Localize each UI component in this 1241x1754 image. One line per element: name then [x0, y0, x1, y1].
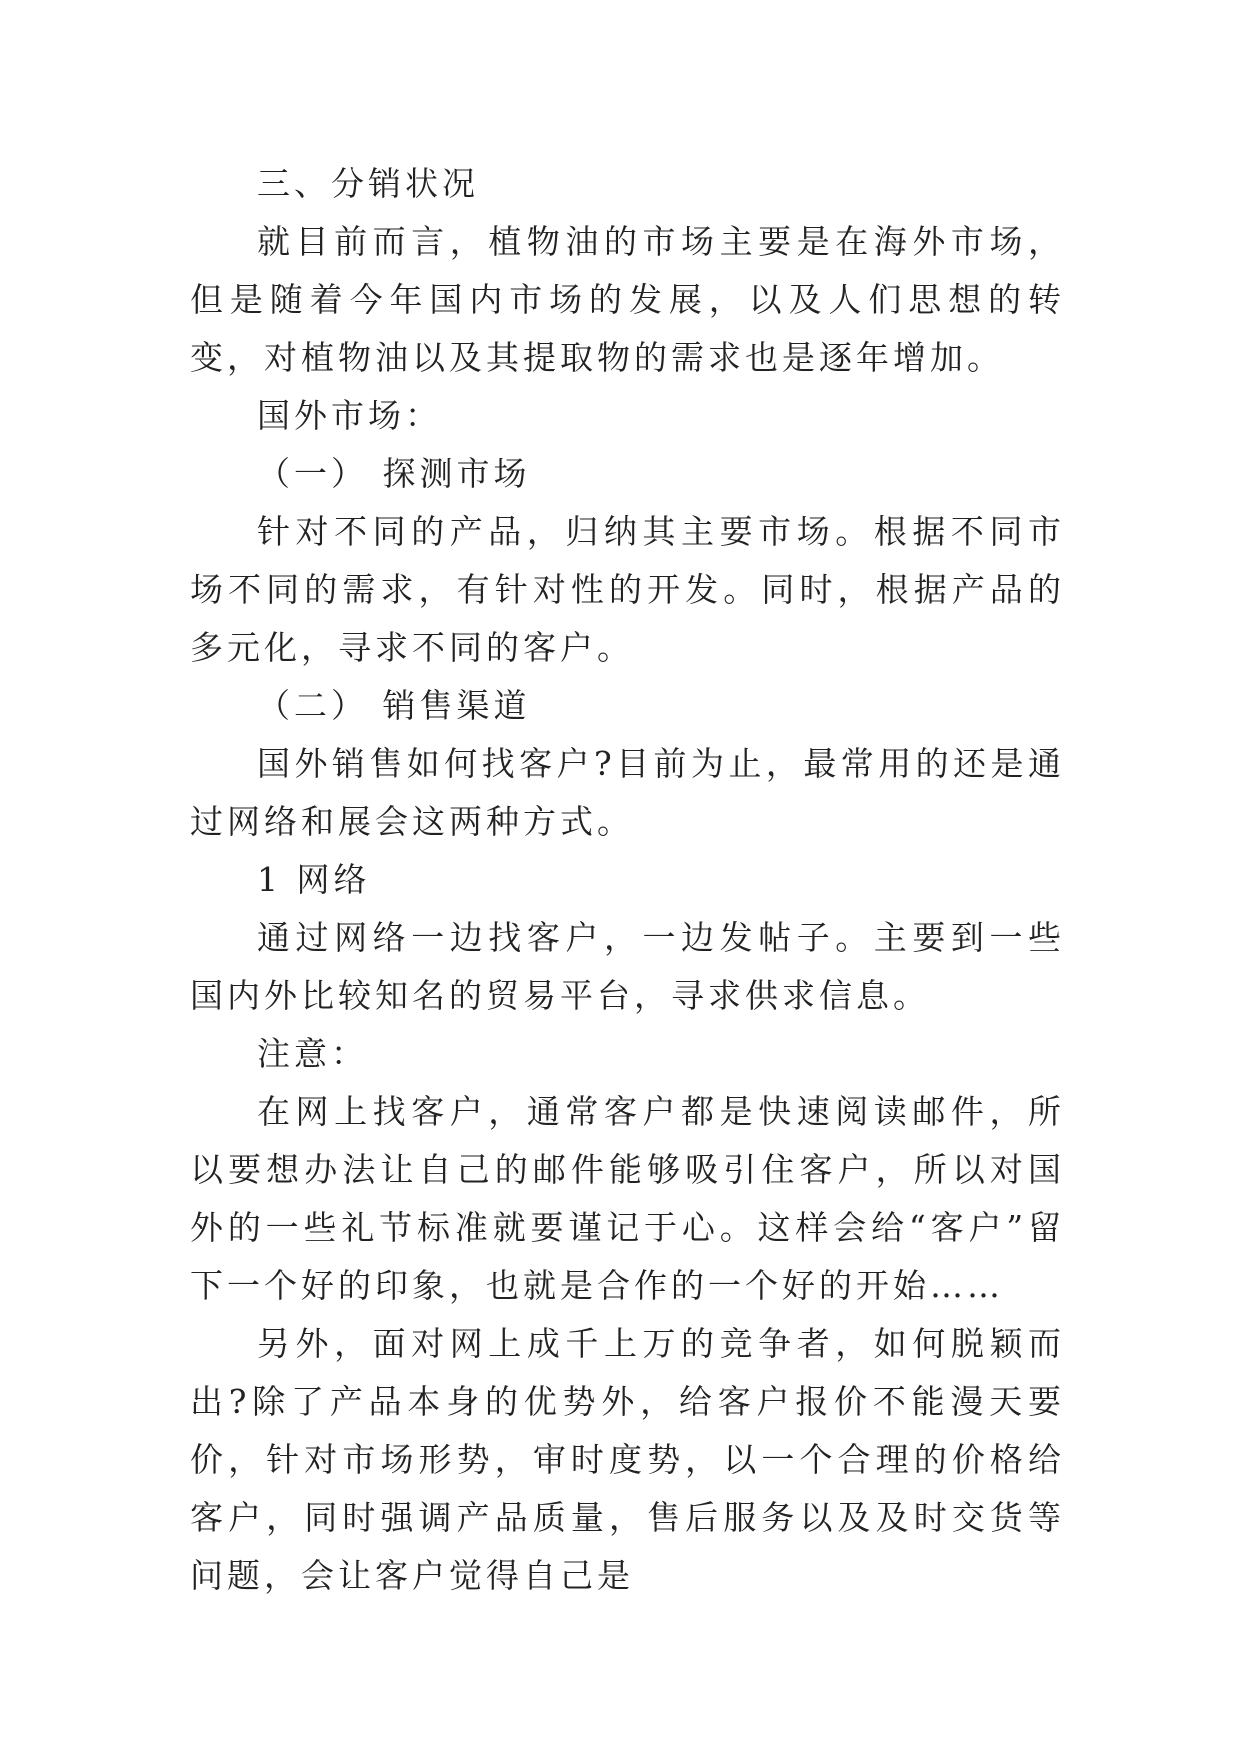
- paragraph-product-markets: 针对不同的产品，归纳其主要市场。根据不同市场不同的需求，有针对性的开发。同时，根据产品的多元化，寻求不同的客户。: [190, 512, 1065, 667]
- subheading-explore-market: （一） 探测市场: [257, 454, 531, 493]
- paragraph-finding-customers: 国外销售如何找客户?目前为止，最常用的还是通过网络和展会这两种方式。: [190, 744, 1065, 841]
- paragraph-network-method: 通过网络一边找客户，一边发帖子。主要到一些国内外比较知名的贸易平台，寻求供求信息。: [190, 918, 1065, 1015]
- subheading-network: 1 网络: [257, 860, 371, 899]
- document-body: [190, 155, 1065, 1605]
- section-heading-distribution: 三、分销状况: [257, 164, 479, 203]
- subheading-attention: 注意：: [257, 1034, 368, 1073]
- subheading-foreign-market: 国外市场：: [257, 396, 442, 435]
- paragraph-competition: 另外，面对网上成千上万的竞争者，如何脱颖而出?除了产品本身的优势外，给客户报价不能漫天要价，针对市场形势，审时度势，以一个合理的价格给客户，同时强调产品质量，售后服务以及及时交货等问题，会让客户觉得自己是: [190, 1324, 1065, 1595]
- paragraph-email-etiquette: 在网上找客户，通常客户都是快速阅读邮件，所以要想办法让自己的邮件能够吸引住客户，所以对国外的一些礼节标准就要谨记于心。这样会给“客户”留下一个好的印象，也就是合作的一个好的开始……: [190, 1092, 1065, 1305]
- paragraph-market-overview: 就目前而言，植物油的市场主要是在海外市场，但是随着今年国内市场的发展，以及人们思想的转变，对植物油以及其提取物的需求也是逐年增加。: [190, 222, 1065, 377]
- subheading-sales-channels: （二） 销售渠道: [257, 686, 531, 725]
